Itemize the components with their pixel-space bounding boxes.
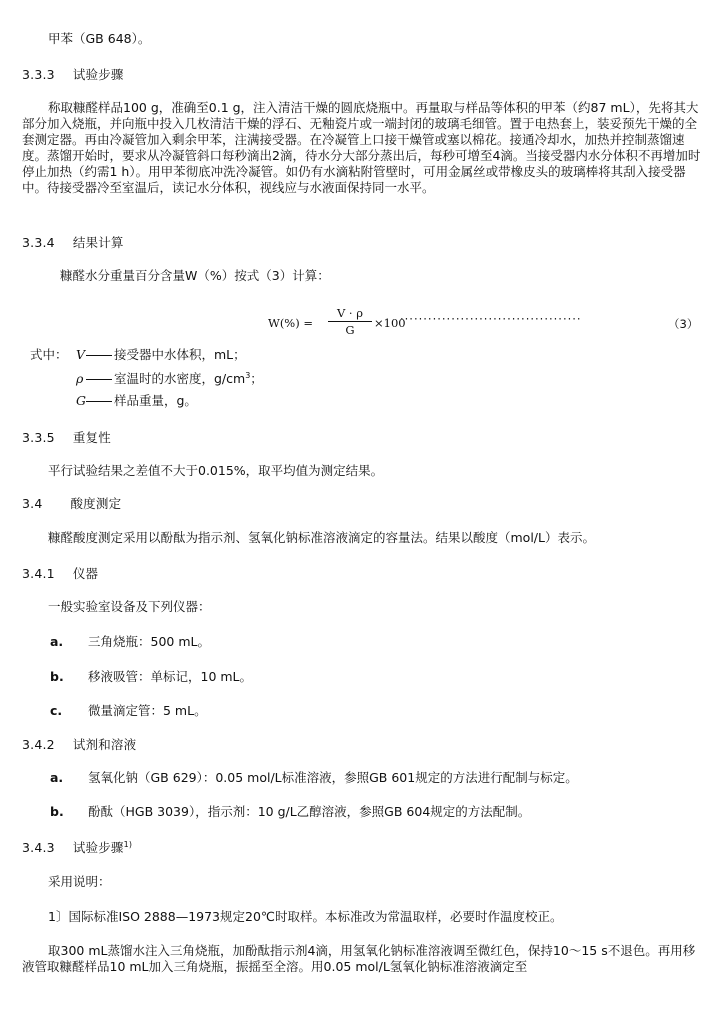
section-number: 3.3.5 bbox=[22, 430, 55, 445]
list-marker-b: b. bbox=[50, 804, 64, 819]
section-number: 3.4.3 bbox=[22, 840, 55, 855]
section-title: 试剂和溶液 bbox=[72, 737, 137, 752]
where-symbol-v: V bbox=[76, 347, 86, 362]
where-desc-v: 接受器中水体积，mL； bbox=[114, 347, 246, 362]
formula-multiplier: ×100 bbox=[374, 316, 406, 330]
list-marker-c: c. bbox=[50, 703, 63, 718]
section-number: 3.4 bbox=[22, 496, 43, 511]
formula-equation-number: （3） bbox=[668, 317, 699, 331]
section-3-3-3-paragraph: 称取糠醛样品100 g，准确至0.1 g，注入清洁干燥的圆底烧瓶中。再量取与样品等体积的甲苯（约87 mL），先将其大部分加入烧瓶，并向瓶中投入几枚清洁干燥的浮石、无釉瓷片或一端封闭的玻璃毛细管。置于电热套上，装妥预先干燥的全套测定器。再由冷凝管加入剩余甲苯，注满接受器。在冷凝管上口接干燥管或塞以棉花。接通冷却水，加热并控制蒸馏速度。蒸馏开始时，要求从冷凝管斜口每秒滴出2滴，待水分大部分蒸出后，每秒可增至4滴。当接受器内水分体积不再增加时停止加热（约需1 h）。用甲苯彻底冲洗冷凝管。如仍有水滴粘附管壁时，可用金属丝或带橡皮头的玻璃棒将其刮入接受器中。待接受器冷至室温后，读记水分体积，视线应与水液面保持同一水平。 bbox=[22, 100, 701, 195]
where-desc-rho-tail: ； bbox=[250, 371, 263, 386]
section-3-3-4-intro: 糠醛水分重量百分含量W（%）按式（3）计算： bbox=[60, 268, 330, 283]
where-symbol-rho: ρ bbox=[76, 371, 84, 386]
adoption-note-label: 采用说明： bbox=[48, 874, 111, 889]
formula-fraction bbox=[328, 306, 372, 337]
formula-numerator: V · ρ bbox=[336, 306, 364, 320]
list-marker-a: a. bbox=[50, 770, 64, 785]
section-number: 3.4.2 bbox=[22, 737, 55, 752]
section-3-4-3-heading bbox=[22, 840, 132, 856]
list-item-text: 移液吸管：单标记，10 mL。 bbox=[88, 669, 253, 684]
where-dash bbox=[86, 355, 112, 356]
where-desc-rho bbox=[114, 371, 263, 387]
section-title: 酸度测定 bbox=[70, 496, 122, 511]
section-3-4-3-paragraph: 取300 mL蒸馏水注入三角烧瓶，加酚酞指示剂4滴，用氢氧化钠标准溶液调至微红色，保持10～15 s不退色。再用移液管取糠醛样品10 mL加入三角烧瓶，振摇至全溶。用0.05 mol/L氢氧化钠标准溶液滴定至 bbox=[22, 943, 696, 974]
list-item-text: 氢氧化钠（GB 629）：0.05 mol/L标准溶液，参照GB 601规定的方法进行配制与标定。 bbox=[88, 770, 578, 785]
formula-lhs: W(%) = bbox=[268, 316, 314, 330]
where-desc-g: 样品重量，g。 bbox=[114, 393, 197, 408]
section-number: 3.3.4 bbox=[22, 235, 55, 250]
where-dash bbox=[86, 379, 112, 380]
section-3-3-5-paragraph: 平行试验结果之差值不大于0.015%，取平均值为测定结果。 bbox=[48, 463, 384, 478]
section-3-3-3-heading bbox=[22, 67, 124, 83]
section-title: 结果计算 bbox=[72, 235, 124, 250]
section-title: 试验步骤 bbox=[72, 840, 124, 855]
section-3-4-1-heading bbox=[22, 566, 98, 582]
list-item-text: 三角烧瓶：500 mL。 bbox=[88, 634, 210, 649]
where-symbol-g: G bbox=[76, 393, 86, 408]
section-number: 3.3.3 bbox=[22, 67, 55, 82]
top-line: 甲苯（GB 648）。 bbox=[48, 31, 151, 46]
fraction-bar bbox=[328, 321, 372, 322]
section-3-4-2-heading bbox=[22, 737, 136, 753]
section-3-3-4-heading bbox=[22, 235, 124, 251]
section-3-4-heading bbox=[22, 496, 121, 512]
section-3-3-5-heading bbox=[22, 430, 111, 446]
footnote-ref: 1) bbox=[123, 839, 133, 849]
list-item-text: 微量滴定管：5 mL。 bbox=[88, 703, 207, 718]
footnote: 1〕国际标准ISO 2888—1973规定20℃时取样。本标准改为常温取样，必要时作温度校正。 bbox=[48, 909, 563, 924]
section-title: 重复性 bbox=[72, 430, 111, 445]
list-item-text: 酚酞（HGB 3039），指示剂：10 g/L乙醇溶液，参照GB 604规定的方法配制。 bbox=[88, 804, 531, 819]
formula-leader-dots: ······································· bbox=[400, 312, 582, 326]
section-title: 试验步骤 bbox=[72, 67, 124, 82]
formula-3 bbox=[268, 306, 708, 342]
section-title: 仪器 bbox=[72, 566, 99, 581]
where-label: 式中： bbox=[30, 347, 68, 362]
section-3-4-paragraph: 糠醛酸度测定采用以酚酞为指示剂、氢氧化钠标准溶液滴定的容量法。结果以酸度（mol/L）表示。 bbox=[48, 530, 595, 545]
list-marker-b: b. bbox=[50, 669, 64, 684]
formula-denominator: G bbox=[345, 323, 355, 337]
section-number: 3.4.1 bbox=[22, 566, 55, 581]
list-marker-a: a. bbox=[50, 634, 64, 649]
where-desc-rho-text: 室温时的水密度，g/cm bbox=[114, 371, 246, 386]
where-desc-rho-sup: 3 bbox=[245, 370, 251, 380]
section-3-4-1-intro: 一般实验室设备及下列仪器： bbox=[48, 599, 211, 614]
where-dash bbox=[86, 401, 112, 402]
